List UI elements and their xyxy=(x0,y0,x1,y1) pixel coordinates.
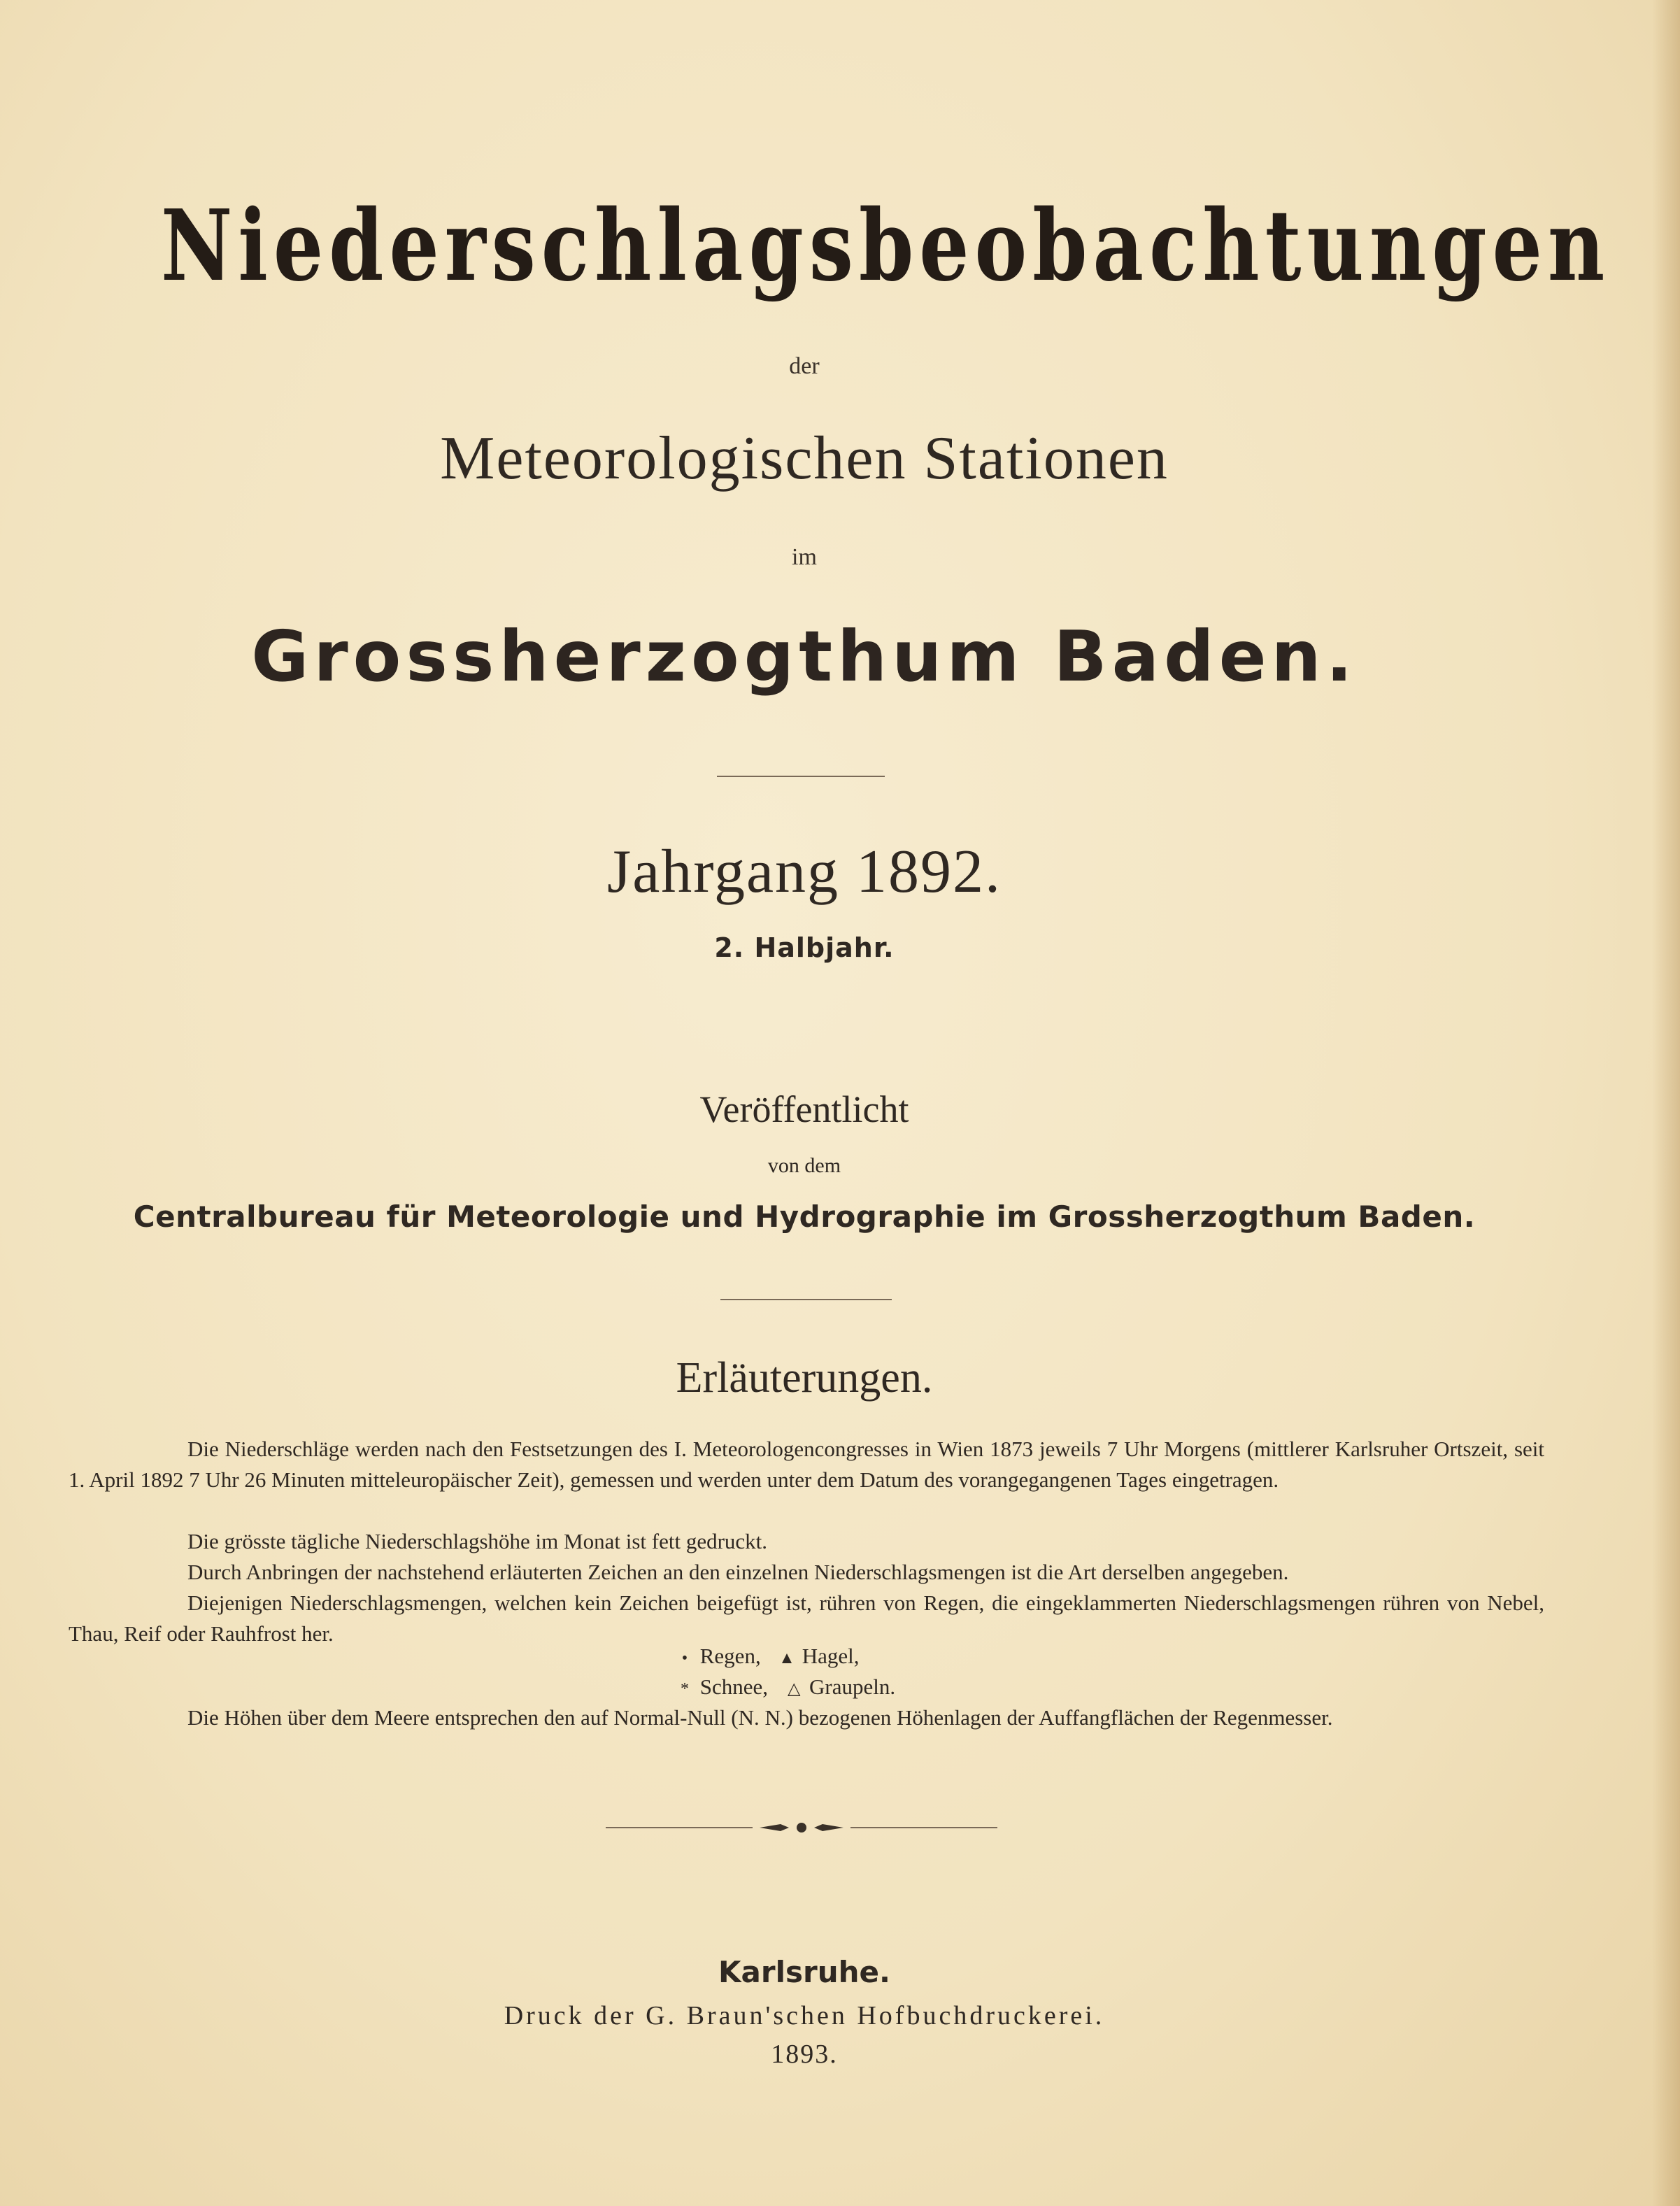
explanations-heading: Erläuterungen. xyxy=(676,1354,933,1402)
paragraph-1-text: Die Niederschläge werden nach den Festsetzungen des I. Meteorologencongresses in Wien 1873 jeweils 7 Uhr Morgens (mittlerer Karlsruher Ortszeit, seit 1. April 1892 7 Uhr 26 Minuten mitteleuropäischer Zeit), gemessen und werden unter dem Datum des vorangegangenen Tages eingetragen. xyxy=(69,1437,1544,1492)
divider-rule xyxy=(717,776,885,777)
explanation-paragraph-4 xyxy=(69,1588,1544,1649)
legend-line-2 xyxy=(675,1672,895,1705)
paragraph-4-text: Diejenigen Niederschlagsmengen, welchen kein Zeichen beigefügt ist, rühren von Regen, die eingeklammerten Niederschlagsmengen rühren von Nebel, Thau, Reif oder Rauhfrost her. xyxy=(69,1591,1544,1646)
publisher-name: Centralbureau für Meteorologie und Hydrographie im Grossherzogthum Baden. xyxy=(133,1200,1476,1234)
paragraph-3-text: Durch Anbringen der nachstehend erläuterten Zeichen an den einzelnen Niederschlagsmengen ist die Art derselben angegeben. xyxy=(187,1560,1289,1584)
connector-der: der xyxy=(789,353,820,379)
explanation-paragraph-1 xyxy=(69,1434,1544,1495)
connector-im: im xyxy=(792,544,817,570)
subtitle: Meteorologischen Stationen xyxy=(440,425,1169,492)
page-edge-shadow xyxy=(1652,0,1680,2206)
paragraph-5-text: Die Höhen über dem Meere entsprechen den auf Normal-Null (N. N.) bezogenen Höhenlagen der Auffangflächen der Regenmesser. xyxy=(187,1705,1333,1730)
legend-line-1 xyxy=(675,1641,859,1674)
imprint-year: 1893. xyxy=(771,2040,838,2069)
imprint-city: Karlsruhe. xyxy=(718,1955,890,1989)
graupel-triangle-icon: △ xyxy=(788,1680,801,1698)
half-year-label: 2. Halbjahr. xyxy=(714,932,895,963)
hail-triangle-icon: ▲ xyxy=(778,1649,795,1667)
paragraph-2-text: Die grösste tägliche Niederschlagshöhe im Monat ist fett gedruckt. xyxy=(187,1529,768,1553)
region-title: Grossherzogthum Baden. xyxy=(251,615,1358,697)
published-label: Veröffentlicht xyxy=(699,1088,909,1130)
explanation-paragraph-2 xyxy=(69,1526,1544,1557)
snow-asterisk-icon: * xyxy=(681,1680,689,1698)
rain-dot-icon: • xyxy=(681,1649,688,1667)
imprint-printer: Druck der G. Braun'schen Hofbuchdruckerei. xyxy=(504,2001,1105,2030)
legend-hail: Hagel, xyxy=(802,1644,860,1668)
von-dem-label: von dem xyxy=(767,1154,841,1177)
explanation-paragraph-5 xyxy=(69,1702,1544,1733)
main-title: Niederschlagsbeobachtungen xyxy=(161,189,1611,304)
legend-snow: Schnee, xyxy=(699,1674,769,1699)
legend-rain: Regen, xyxy=(699,1644,761,1668)
ornament-divider-icon xyxy=(606,1817,997,1838)
divider-rule-2 xyxy=(720,1299,892,1300)
legend-graupel: Graupeln. xyxy=(809,1674,896,1699)
year-label: Jahrgang 1892. xyxy=(606,838,1002,906)
explanation-paragraph-3 xyxy=(69,1557,1544,1588)
